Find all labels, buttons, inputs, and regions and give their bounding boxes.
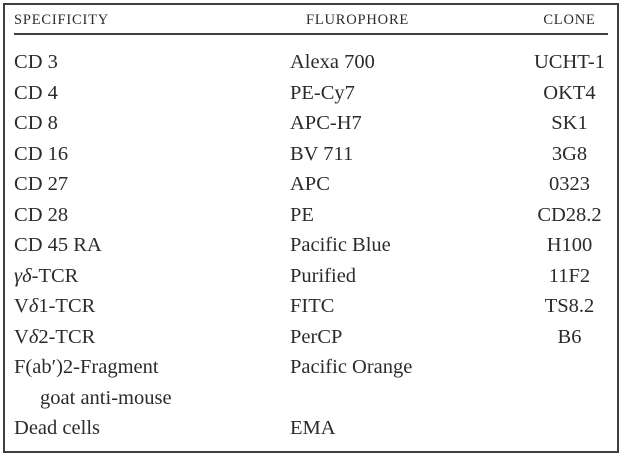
cell-fluorophore: Purified <box>290 264 357 287</box>
cell-fluorophore: APC-H7 <box>290 112 362 134</box>
specificity-text-line: CD 45 RA <box>14 234 102 256</box>
cell-fluorophore: PE <box>290 203 314 226</box>
cell-clone: B6 <box>557 325 582 348</box>
table-row <box>5 78 617 109</box>
cell-clone: CD28.2 <box>537 203 602 226</box>
cell-specificity <box>5 413 288 444</box>
cell-specificity <box>5 139 288 170</box>
cell-specificity <box>5 230 288 261</box>
table-row <box>5 47 617 78</box>
cell-clone: 0323 <box>549 173 590 195</box>
specificity-text-line: goat anti-mouse <box>40 386 172 409</box>
specificity-text-line: CD 16 <box>14 142 69 165</box>
column-header-clone: CLONE <box>543 12 596 28</box>
cell-clone: SK1 <box>551 112 588 134</box>
antibody-staining-panel-table <box>3 3 619 453</box>
column-header-specificity: SPECIFICITY <box>14 12 110 28</box>
cell-specificity <box>5 108 288 139</box>
specificity-text-line: CD 3 <box>14 51 58 73</box>
table-row <box>5 352 617 413</box>
cell-specificity <box>5 261 288 292</box>
cell-fluorophore: APC <box>290 173 330 195</box>
cell-specificity <box>5 322 288 353</box>
specificity-text-line: CD 28 <box>14 203 69 226</box>
cell-specificity <box>5 352 288 413</box>
cell-specificity <box>5 169 288 200</box>
cell-fluorophore: PE-Cy7 <box>290 81 355 104</box>
cell-clone <box>502 413 617 444</box>
cell-clone: H100 <box>546 234 593 256</box>
cell-clone <box>502 352 617 413</box>
table-row <box>5 200 617 231</box>
table-row <box>5 413 617 444</box>
cell-clone: OKT4 <box>543 81 596 104</box>
cell-clone: UCHT-1 <box>534 51 605 73</box>
specificity-text-line: CD 27 <box>14 173 69 195</box>
specificity-text-line: Vδ2-TCR <box>14 325 96 348</box>
specificity-text-line: Vδ1-TCR <box>14 295 96 317</box>
specificity-text-line: F(ab′)2-Fragment <box>14 356 159 378</box>
cell-clone: 3G8 <box>551 142 588 165</box>
table-header-row <box>5 5 617 29</box>
table-row <box>5 322 617 353</box>
cell-fluorophore: BV 711 <box>290 142 354 165</box>
table-row <box>5 291 617 322</box>
table-row <box>5 261 617 292</box>
cell-fluorophore: Pacific Orange <box>290 356 413 378</box>
cell-clone: TS8.2 <box>544 295 595 317</box>
specificity-text-line: Dead cells <box>14 417 101 439</box>
specificity-text-line: γδ-TCR <box>14 264 79 287</box>
cell-specificity <box>5 78 288 109</box>
table-row <box>5 108 617 139</box>
table-body <box>5 35 617 444</box>
table-row <box>5 169 617 200</box>
table-row <box>5 139 617 170</box>
specificity-text-line: CD 8 <box>14 112 58 134</box>
cell-fluorophore: EMA <box>290 417 336 439</box>
specificity-text-line: CD 4 <box>14 81 58 104</box>
table-row <box>5 230 617 261</box>
cell-specificity <box>5 200 288 231</box>
column-header-fluorophore: FLUROPHORE <box>306 12 410 28</box>
cell-fluorophore: FITC <box>290 295 335 317</box>
cell-fluorophore: Pacific Blue <box>290 234 391 256</box>
cell-specificity <box>5 47 288 78</box>
cell-clone: 11F2 <box>548 264 591 287</box>
cell-fluorophore: PerCP <box>290 325 343 348</box>
cell-fluorophore: Alexa 700 <box>290 51 375 73</box>
cell-specificity <box>5 291 288 322</box>
